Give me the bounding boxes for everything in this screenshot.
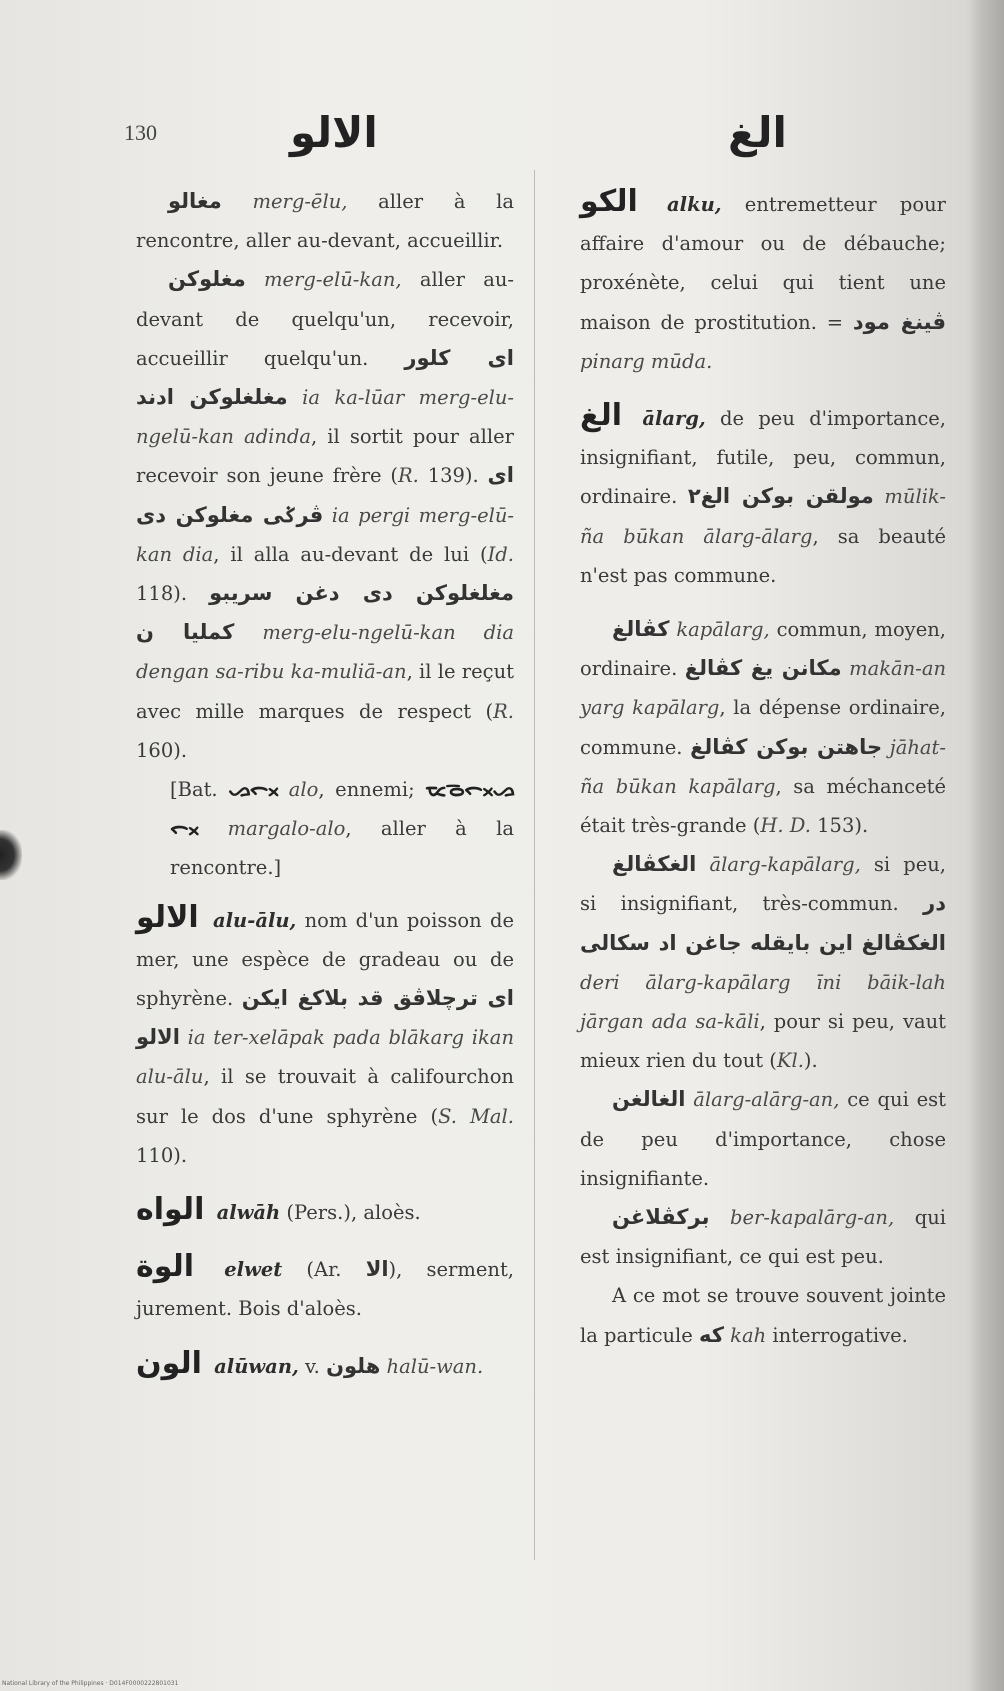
arabic-term: مغالو <box>168 189 222 213</box>
reference-number: ). <box>803 1049 818 1073</box>
transliteration: ia ter-xelāpak pada blākarg ikan alu-ālu <box>136 1026 514 1089</box>
reference: H. D. <box>760 814 811 838</box>
headword: elwet <box>224 1258 283 1282</box>
arabic-example: مغلغلوكن دى دغن سريبو كمليا ن <box>136 581 514 645</box>
right-running-head: الغ <box>728 108 787 157</box>
reference: Id. <box>487 542 514 566</box>
entry-alu-alu <box>136 898 514 1175</box>
definition: , aller à la rencontre.] <box>170 817 514 880</box>
entry-merg-elu <box>136 182 514 260</box>
left-column <box>136 182 514 1401</box>
subentry-alarg-alarg-an <box>580 1080 946 1198</box>
definition: v. <box>298 1354 327 1378</box>
definition: , il se trouvait à califourchon sur le dos d'une sphyrène ( <box>136 1065 514 1128</box>
definition: si peu, si insignifiant, très-commun. <box>580 853 947 916</box>
definition: , il le reçut avec mille marques de respect ( <box>136 660 514 723</box>
definition: , pour si peu, vaut mieux rien du tout ( <box>580 1010 947 1073</box>
transliteration: kapālarg, <box>676 618 770 642</box>
definition: ), serment, jurement. Bois d'aloès. <box>136 1258 515 1321</box>
transliteration: kah <box>723 1323 767 1347</box>
transliteration: deri ālarg-kapālarg īni bāik-lah jārgan ada sa-kāli <box>580 970 946 1034</box>
definition: , il alla au-devant de lui ( <box>213 542 488 566</box>
arabic-synonym: ڤينغ مود <box>852 309 947 334</box>
left-running-head: الالو <box>290 108 378 157</box>
column-divider <box>534 170 535 1560</box>
entry-alwah <box>136 1190 514 1232</box>
definition: commun, moyen, ordinaire. <box>580 618 946 681</box>
definition: , sa méchanceté était très-grande ( <box>580 774 947 838</box>
arabic-example: مكانن يغ كڤالغ <box>684 656 842 681</box>
definition: de peu d'importance, insignifiant, futile, peu, commun, ordinaire. <box>580 407 946 509</box>
transliteration: ālarg-alārg-an, <box>693 1088 840 1112</box>
arabic-example: اى ڤرݢى مغلوكن دى <box>136 463 514 527</box>
right-column <box>580 182 946 1355</box>
arabic-example: مولقن بوكن الغ٢ <box>687 484 874 509</box>
arabic-example: اى كلور <box>404 345 514 370</box>
entry-aluwan <box>136 1344 514 1386</box>
transliteration: ia pergi merg-elū-kan dia <box>136 503 514 566</box>
entry-merg-elu-kan <box>136 260 514 770</box>
definition: (Pers.), aloès. <box>280 1201 421 1225</box>
definition: entremetteur pour affaire d'amour ou de débauche; proxénète, celui qui tient une maison de prostitution. = <box>580 193 947 334</box>
reference: Kl. <box>776 1049 804 1073</box>
batak-script: ᯔᯉᯞᯬᯀᯞᯬ <box>170 777 515 841</box>
definition: , la dépense ordinaire, commune. <box>580 696 946 759</box>
definition: aller au-devant de quelqu'un, recevoir, accueillir quelqu'un. <box>136 268 514 370</box>
transliteration: ber-kapalārg-an, <box>730 1206 895 1230</box>
transliteration: margalo-alo <box>227 817 346 841</box>
subentry-kapalarg <box>580 610 946 845</box>
subentry-ber-kapalarg-an <box>580 1198 946 1276</box>
arabic-crossref: هلون <box>326 1353 381 1378</box>
headword-arabic: الكو <box>580 184 638 219</box>
transliteration: mūlik-ña būkan ālarg-ālarg <box>580 485 946 548</box>
reference: S. Mal. <box>438 1104 514 1128</box>
definition: (Ar. <box>282 1258 366 1282</box>
page-header <box>0 108 1004 168</box>
binding-mark <box>0 830 22 880</box>
headword: ālarg, <box>642 407 706 431</box>
reference: R. <box>493 699 514 723</box>
reference-number: 160). <box>136 738 188 762</box>
definition: , il sortit pour aller recevoir son jeune frère ( <box>136 425 514 488</box>
entry-alku <box>580 182 946 381</box>
definition: aller à la rencontre, aller au-devant, accueillir. <box>136 190 515 253</box>
headword-arabic: الون <box>136 1345 202 1381</box>
transliteration: alo <box>288 778 319 802</box>
transliteration: ālarg-kapālarg, <box>709 853 861 877</box>
definition: , sa beauté n'est pas commune. <box>580 524 946 587</box>
page-number: 130 <box>124 120 157 145</box>
reference-number: 153). <box>810 814 869 838</box>
headword-arabic: الوة <box>136 1249 195 1285</box>
entry-alarg <box>580 396 946 595</box>
definition: , ennemi; <box>318 778 426 802</box>
page-edge-shadow <box>970 0 1004 1691</box>
arabic-etymon: الا <box>365 1257 389 1282</box>
reference-number: 118). <box>136 582 210 606</box>
definition: A ce mot se trouve souvent jointe la particule <box>580 1284 946 1347</box>
arabic-particle: كه <box>699 1322 724 1347</box>
definition: qui est insignifiant, ce qui est peu. <box>580 1206 946 1269</box>
headword-arabic: الواه <box>136 1192 205 1228</box>
arabic-term: مغلوكن <box>168 267 246 292</box>
transliteration: halū-wan. <box>380 1354 484 1378</box>
definition: ce qui est de peu d'importance, chose insignifiante. <box>580 1088 946 1190</box>
batak-script: ᯀᯞᯬ <box>228 777 279 802</box>
arabic-term: بركڤلاغن <box>612 1205 710 1230</box>
subentry-alarg-kapalarg <box>580 845 946 1080</box>
note-kah <box>580 1276 946 1354</box>
reference-number: 110). <box>136 1143 188 1167</box>
arabic-term: الغكڤالغ <box>612 852 697 877</box>
headword: alku, <box>667 193 722 216</box>
transliteration: pinarg mūda. <box>580 349 713 373</box>
transliteration: merg-elū-kan, <box>264 268 402 292</box>
entry-elwet <box>136 1247 514 1328</box>
headword: alu-ālu, <box>213 908 297 932</box>
arabic-example: جاهتن بوكن كڤالغ <box>690 734 883 759</box>
headword: alwāh <box>216 1201 281 1225</box>
arabic-example: در الغكڤالغ اين بايقله جاغن اد سكالى <box>580 891 946 955</box>
arabic-example: مغلغلوكن ادند <box>136 385 288 410</box>
reference: R. <box>398 464 419 488</box>
headword: alūwan, <box>214 1354 299 1378</box>
definition: interrogative. <box>766 1323 908 1347</box>
scan-footer: National Library of the Philippines · D014F0000222801031 <box>2 1680 179 1687</box>
transliteration: makān-an yarg kapālarg <box>580 657 946 720</box>
reference-number: 139). <box>418 464 488 488</box>
definition: nom d'un poisson de mer, une espèce de gradeau ou de sphyrène. <box>136 908 515 1011</box>
transliteration: ia ka-lūar merg-elu-ngelū-kan adinda <box>136 386 515 449</box>
transliteration: jāhat-ña būkan kapālarg <box>580 735 946 798</box>
headword-arabic: الالو <box>136 899 199 935</box>
transliteration: merg-elu-ngelū-kan dia dengan sa-ribu ka-muliā-an <box>136 621 515 684</box>
batak-note <box>136 770 514 888</box>
bracket-open: [Bat. <box>170 778 229 802</box>
arabic-term: الغالغن <box>612 1087 686 1112</box>
arabic-example: اى ترچلاڤق قد بلاكغ ايكن الالو <box>136 986 514 1050</box>
headword-arabic: الغ <box>580 398 623 434</box>
transliteration: merg-ēlu, <box>252 190 348 213</box>
arabic-term: كڤالغ <box>612 617 670 642</box>
